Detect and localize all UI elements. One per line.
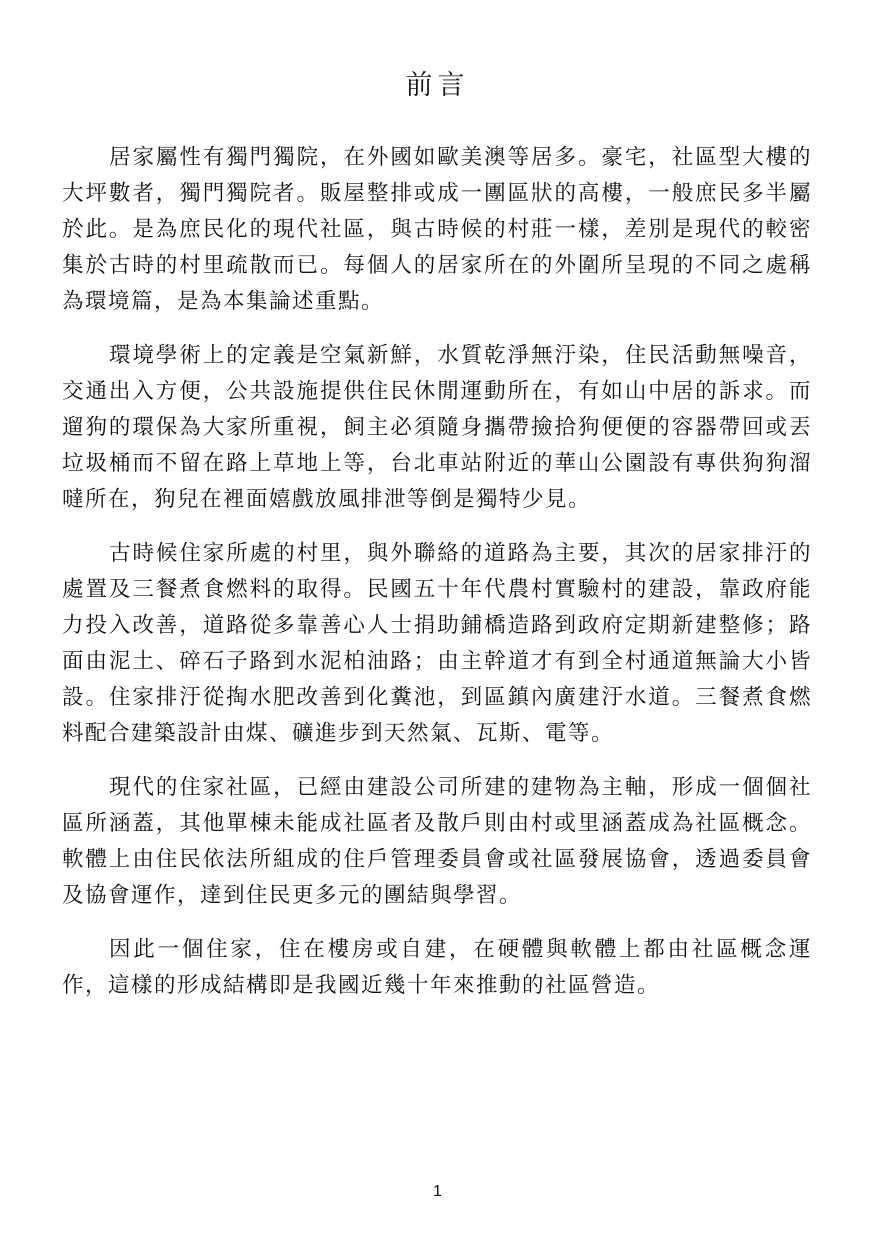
paragraph-5: 因此一個住家，住在樓房或自建，在硬體與軟體上都由社區概念運作，這樣的形成結構即是我國近幾十年來推動的社區營造。: [62, 937, 812, 998]
paragraph-3: 古時候住家所處的村里，與外聯絡的道路為主要，其次的居家排汙的處置及三餐煮食燃料的取得。民國五十年代農村實驗村的建設，靠政府能力投入改善，道路從多靠善心人士捐助鋪橋造路到政府定期新建整修；路面由泥土、碎石子路到水泥柏油路；由主幹道才有到全村通道無論大小皆設。住家排汙從掏水肥改善到化糞池，到區鎮內廣建汙水道。三餐煮食燃料配合建築設計由煤、礦進步到天然氣、瓦斯、電等。: [62, 541, 812, 746]
paragraph-4: 現代的住家社區，已經由建設公司所建的建物為主軸，形成一個個社區所涵蓋，其他單棟未能成社區者及散戶則由村或里涵蓋成為社區概念。軟體上由住民依法所組成的住戶管理委員會或社區發展協會，透過委員會及協會運作，達到住民更多元的團結與學習。: [62, 775, 812, 908]
paragraph-1: 居家屬性有獨門獨院，在外國如歐美澳等居多。豪宅，社區型大樓的大坪數者，獨門獨院者。販屋整排或成一團區狀的高樓，一般庶民多半屬於此。是為庶民化的現代社區，與古時候的村莊一樣，差別是現代的較密集於古時的村里疏散而已。每個人的居家所在的外圍所呈現的不同之處稱為環境篇，是為本集論述重點。: [62, 145, 812, 314]
page-title: 前言: [405, 70, 470, 101]
body-text: [62, 140, 812, 1022]
paragraph-2: 環境學術上的定義是空氣新鮮，水質乾淨無汙染，住民活動無噪音，交通出入方便，公共設施提供住民休閒運動所在，有如山中居的訴求。而遛狗的環保為大家所重視，飼主必須隨身攜帶撿拾狗便便的容器帶回或丟垃圾桶而不留在路上草地上等，台北車站附近的華山公園設有專供狗狗溜噠所在，狗兒在裡面嬉戲放風排泄等倒是獨特少見。: [62, 343, 812, 512]
page-number: 1: [433, 1183, 442, 1200]
